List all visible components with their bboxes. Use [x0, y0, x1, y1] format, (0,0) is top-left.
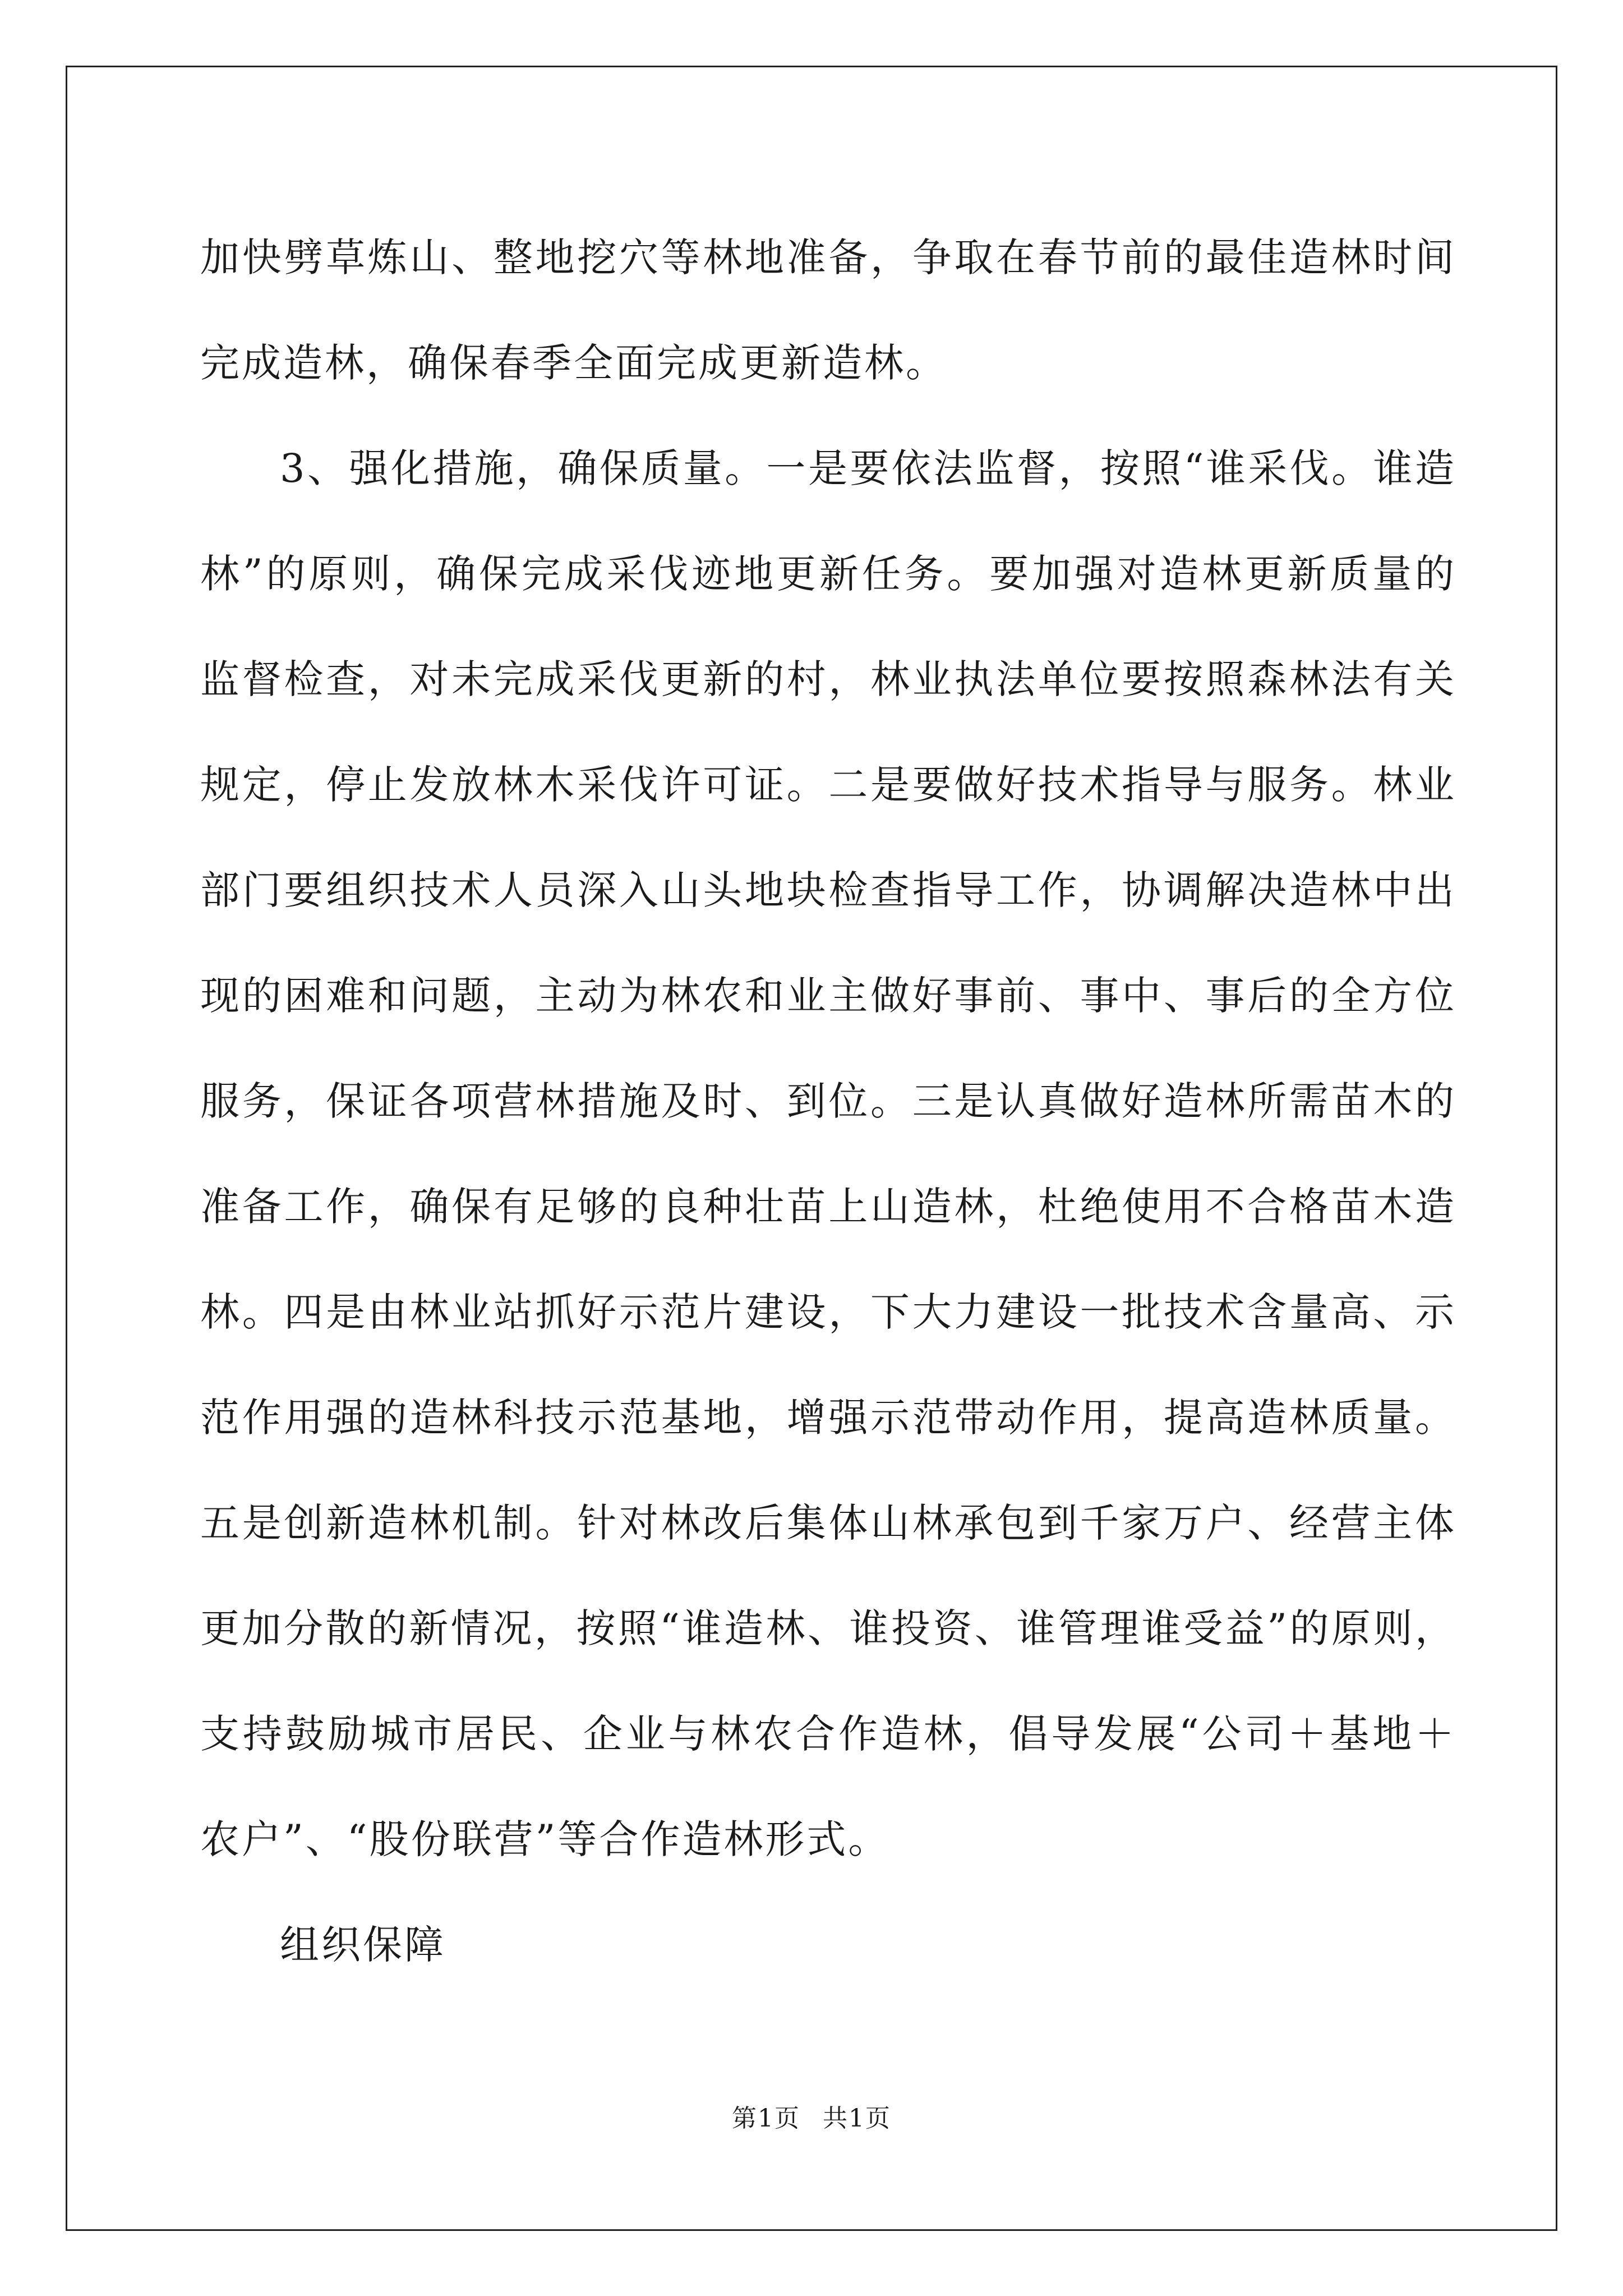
page-total: 共1页 [823, 2104, 891, 2133]
section-heading: 组织保障 [280, 1922, 446, 1968]
paragraph-forest-preparation: 加快劈草炼山、整地挖穴等林地准备，争取在春节前的最佳造林时间完成造林，确保春季全面完成更新造林。 [200, 234, 1456, 386]
document-body [200, 205, 1456, 1998]
page-number: 第1页 [732, 2104, 800, 2133]
page-footer [0, 2098, 1623, 2134]
paragraph-quality-measures: 3、强化措施，确保质量。一是要依法监督，按照“谁采伐。谁造林”的原则，确保完成采伐迹地更新任务。要加强对造林更新质量的监督检查，对未完成采伐更新的村，林业执法单位要按照森林法有关规定，停止发放林木采伐许可证。二是要做好技术指导与服务。林业部门要组织技术人员深入山头地块检查指导工作，协调解决造林中出现的困难和问题，主动为林农和业主做好事前、事中、事后的全方位服务，保证各项营林措施及时、到位。三是认真做好造林所需苗木的准备工作，确保有足够的良种壮苗上山造林，杜绝使用不合格苗木造林。四是由林业站抓好示范片建设，下大力建设一批技术含量高、示范作用强的造林科技示范基地，增强示范带动作用，提高造林质量。五是创新造林机制。针对林改后集体山林承包到千家万户、经营主体更加分散的新情况，按照“谁造林、谁投资、谁管理谁受益”的原则，支持鼓励城市居民、企业与林农合作造林，倡导发展“公司＋基地＋农户”、“股份联营”等合作造林形式。 [200, 445, 1456, 1862]
